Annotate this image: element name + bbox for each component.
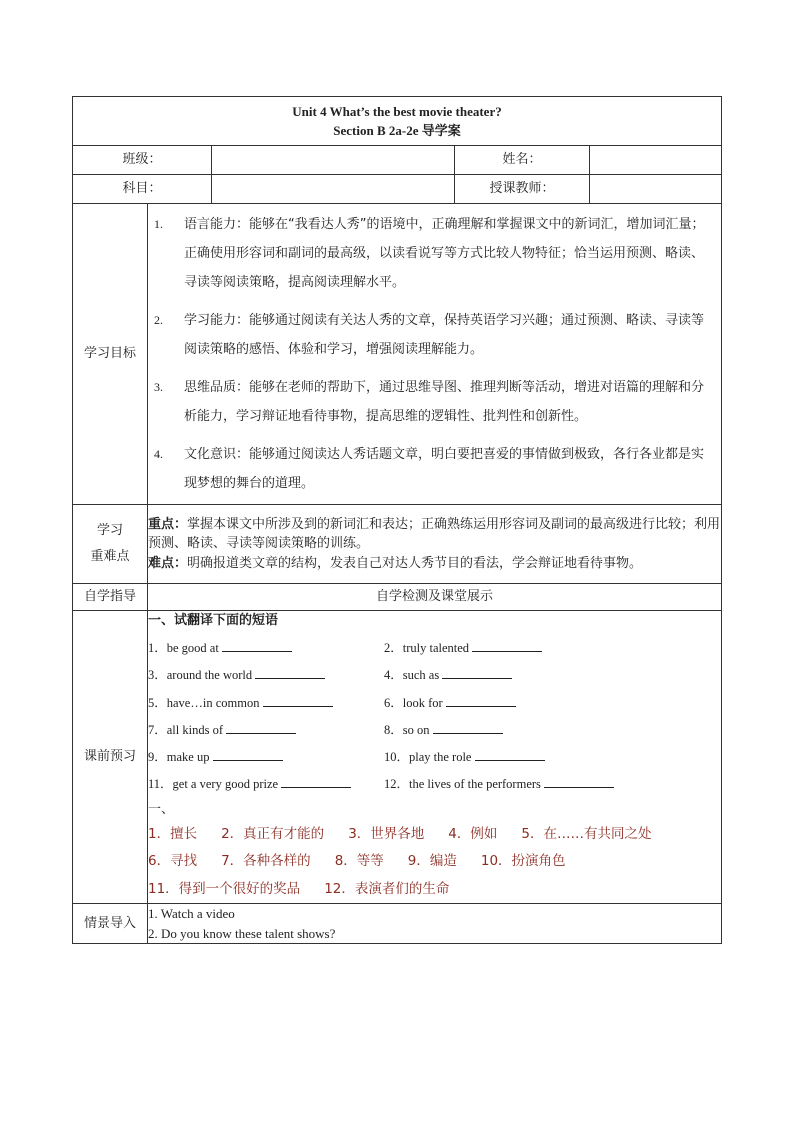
answer-item: 4．例如 — [448, 825, 498, 842]
goals-content — [148, 204, 722, 505]
intro-line: 2. Do you know these talent shows? — [148, 925, 336, 941]
phrase-text: 9．make up — [148, 750, 210, 765]
goal-item — [154, 440, 713, 498]
intro-line: 1. Watch a video — [148, 906, 235, 922]
answer-item: 9．编造 — [407, 853, 457, 870]
answer-item: 3．世界各地 — [348, 825, 425, 842]
preview-row — [73, 611, 722, 904]
difficulty-heading: 难点： — [148, 555, 188, 571]
answer-blank[interactable] — [222, 639, 292, 652]
answer-item: 8．等等 — [334, 853, 384, 870]
answer-item: 7．各种各样的 — [221, 853, 311, 870]
phrase-item — [384, 717, 503, 744]
subject-value-cell[interactable] — [212, 175, 455, 204]
goal-text: 语言能力：能够在“我看达人秀”的语境中，正确理解和掌握课文中的新词汇，增加词汇量；正确使用形容词和副词的最高级，以读看说写等方式比较人物特征；恰当运用预测、略读、寻读等阅读策略，提高阅读理解水平。 — [184, 217, 705, 290]
answer-blank[interactable] — [446, 694, 516, 707]
answer-blank[interactable] — [544, 775, 614, 788]
keypoints-label-line-1: 学习 — [96, 523, 123, 538]
document-title — [73, 97, 722, 146]
answer-blank[interactable] — [255, 666, 325, 679]
phrase-item — [384, 690, 516, 717]
answer-item: 6．寻找 — [148, 853, 198, 870]
focus-paragraph — [148, 515, 721, 554]
goal-number: 4. — [154, 447, 163, 461]
phrase-item — [148, 771, 384, 798]
goal-item — [154, 210, 713, 297]
answer-blank[interactable] — [433, 721, 503, 734]
goal-item — [154, 306, 713, 364]
difficulty-paragraph — [148, 554, 721, 574]
phrase-text: 11．get a very good prize — [148, 777, 279, 792]
answer-blank[interactable] — [442, 666, 512, 679]
answer-item: 1．擅长 — [148, 825, 198, 842]
goals-list — [148, 204, 721, 504]
title-line-1: Unit 4 What’s the best movie theater? — [292, 103, 502, 119]
keypoints-label-line-2: 重难点 — [90, 549, 130, 564]
phrase-row — [148, 635, 721, 662]
phrase-text: 4．such as — [384, 668, 440, 683]
preview-content — [148, 611, 722, 904]
phrase-item — [148, 635, 384, 662]
answer-section-title: 一、 — [148, 801, 175, 817]
answer-blank[interactable] — [213, 748, 283, 761]
phrase-text: 5．have…in common — [148, 695, 260, 710]
goal-text: 思维品质：能够在老师的帮助下，通过思维导图、推理判断等活动，增进对语篇的理解和分析能力，学习辩证地看待事物，提高思维的逻辑性、批判性和创新性。 — [184, 380, 705, 424]
phrase-item — [148, 690, 384, 717]
preview-label: 课前预习 — [73, 611, 148, 904]
phrase-item — [384, 744, 545, 771]
answer-blank[interactable] — [472, 639, 542, 652]
phrase-row — [148, 771, 721, 798]
answer-blank[interactable] — [281, 775, 351, 788]
title-row — [73, 97, 722, 146]
answer-item: 5．在……有共同之处 — [521, 825, 652, 842]
phrase-text: 10．play the role — [384, 750, 472, 765]
goal-number: 3. — [154, 380, 163, 394]
class-name-row — [73, 146, 722, 175]
goals-row — [73, 204, 722, 505]
answer-row — [148, 848, 721, 876]
goal-text: 学习能力：能够通过阅读有关达人秀的文章，保持英语学习兴趣；通过预测、略读、寻读等阅读策略的感悟、体验和学习，增强阅读理解能力。 — [184, 313, 705, 357]
intro-content — [148, 904, 722, 944]
phrase-text: 3．around the world — [148, 668, 253, 683]
study-guide-table — [72, 96, 722, 944]
phrase-row — [148, 744, 721, 771]
phrase-text: 6．look for — [384, 695, 443, 710]
phrase-row — [148, 690, 721, 717]
keypoints-content — [148, 505, 722, 584]
focus-text: 掌握本课文中所涉及到的新词汇和表达；正确熟练运用形容词及副词的最高级进行比较；利用预测、略读、寻读等阅读策略的训练。 — [148, 516, 721, 552]
phrase-item — [148, 744, 384, 771]
answer-item: 11．得到一个很好的奖品 — [148, 880, 301, 897]
phrase-item — [148, 717, 384, 744]
goal-item — [154, 373, 713, 431]
goals-label: 学习目标 — [73, 204, 148, 505]
answer-blank[interactable] — [263, 694, 333, 707]
answer-item: 12．表演者们的生命 — [324, 880, 450, 897]
teacher-label: 授课教师： — [455, 175, 590, 204]
phrase-text: 12．the lives of the performers — [384, 777, 541, 792]
phrase-row — [148, 717, 721, 744]
intro-label: 情景导入 — [73, 904, 148, 944]
answer-row — [148, 876, 721, 904]
phrase-item — [384, 635, 542, 662]
phrase-text: 7．all kinds of — [148, 722, 223, 737]
phrase-item — [148, 662, 384, 689]
answer-blank[interactable] — [475, 748, 545, 761]
goal-text: 文化意识：能够通过阅读达人秀话题文章，明白要把喜爱的事情做到极致，各行各业都是实现梦想的舞台的道理。 — [184, 447, 705, 491]
goal-number: 2. — [154, 313, 163, 327]
class-value-cell[interactable] — [212, 146, 455, 175]
subject-teacher-row — [73, 175, 722, 204]
keypoints-label — [73, 505, 148, 584]
guide-label: 自学指导 — [73, 584, 148, 611]
answer-row — [148, 821, 721, 849]
goal-number: 1. — [154, 217, 163, 231]
focus-heading: 重点： — [148, 516, 188, 532]
subject-label: 科目： — [73, 175, 212, 204]
title-line-2: Section B 2a-2e 导学案 — [333, 123, 461, 138]
answer-item: 10．扮演角色 — [480, 853, 566, 870]
preview-section-title: 一、试翻译下面的短语 — [148, 613, 279, 628]
name-value-cell[interactable] — [590, 146, 722, 175]
answer-item: 2．真正有才能的 — [221, 825, 325, 842]
name-label: 姓名： — [455, 146, 590, 175]
difficulty-text: 明确报道类文章的结构，发表自己对达人秀节目的看法，学会辩证地看待事物。 — [187, 555, 643, 571]
guide-content: 自学检测及课堂展示 — [148, 584, 722, 611]
keypoints-row — [73, 505, 722, 584]
phrase-row — [148, 662, 721, 689]
guide-row — [73, 584, 722, 611]
phrase-text: 1．be good at — [148, 641, 219, 655]
phrase-text: 8．so on — [384, 722, 430, 737]
phrase-item — [384, 771, 614, 798]
phrase-text: 2．truly talented — [384, 641, 470, 655]
answer-blank[interactable] — [226, 721, 296, 734]
phrase-item — [384, 662, 512, 689]
intro-row — [73, 904, 722, 944]
class-label: 班级： — [73, 146, 212, 175]
teacher-value-cell[interactable] — [590, 175, 722, 204]
